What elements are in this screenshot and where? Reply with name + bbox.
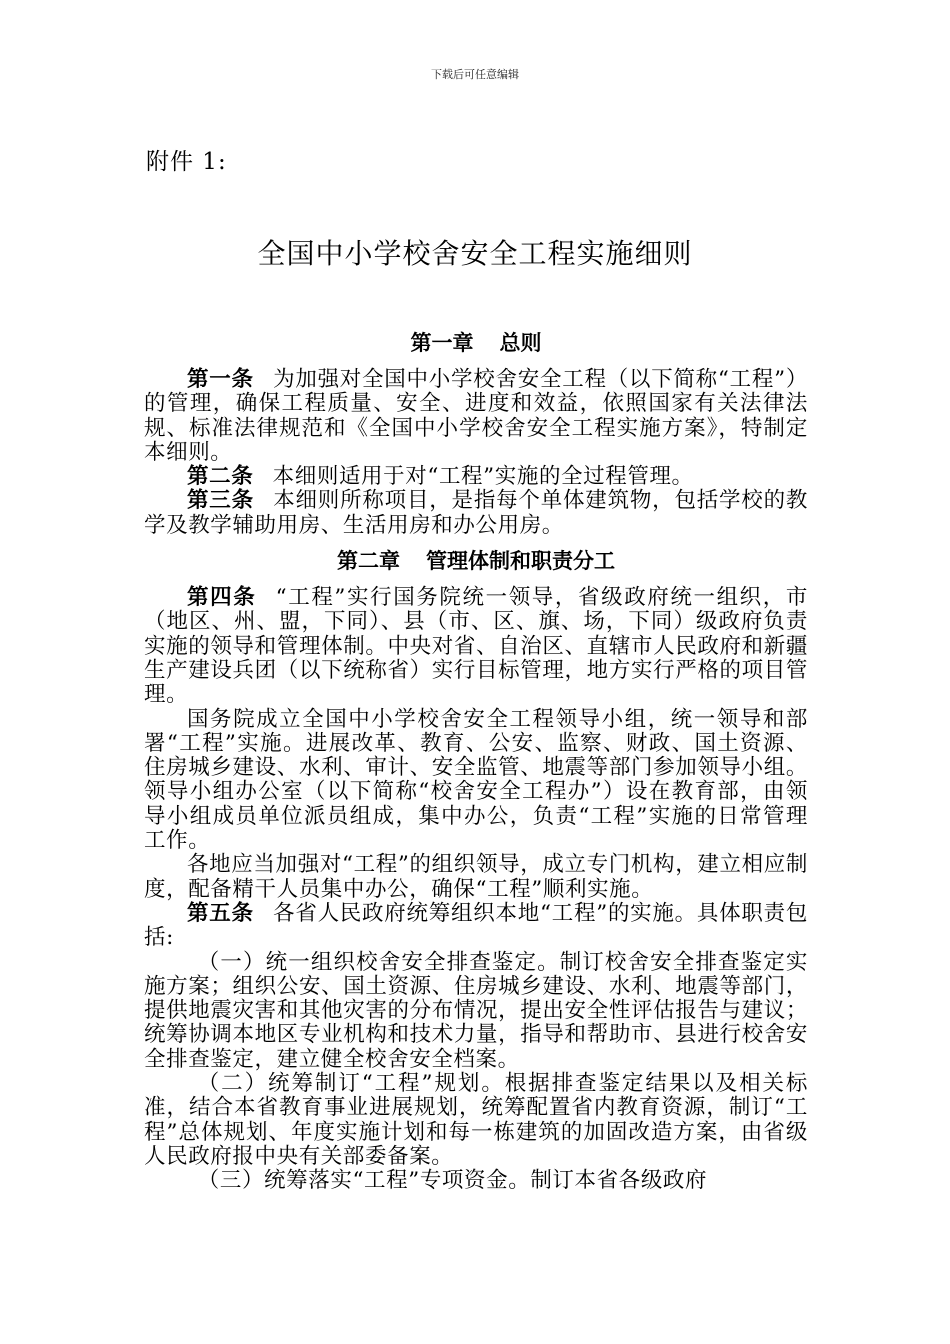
paragraph-text: 本细则适用于对“工程”实施的全过程管理。 xyxy=(272,464,694,490)
list-paragraph xyxy=(144,951,808,1072)
document-title: 全国中小学校舍安全工程实施细则 xyxy=(257,237,693,270)
body-paragraph xyxy=(144,853,808,902)
paragraph-text: 为加强对全国中小学校舍安全工程（以下简称“工程”）的管理，确保工程质量、安全、进度和效益，依照国家有关法律法规、标准法律规范和《全国中小学校舍安全工程实施方案》，特制定本细则。 xyxy=(144,367,808,465)
article-label: 第二条 xyxy=(187,464,254,490)
article-label: 第五条 xyxy=(187,900,254,926)
chapter-heading xyxy=(144,546,808,586)
paragraph-text: （二）统筹制订“工程”规划。根据排查鉴定结果以及相关标准，结合本省教育事业进展规划，统筹配置省内教育资源，制订“工程”总体规划、年度实施计划和每一栋建筑的加固改造方案，由省级人民政府报中央有关部委备案。 xyxy=(144,1071,808,1169)
chapter-number: 第二章 xyxy=(337,549,400,574)
chapter-name: 总则 xyxy=(499,331,542,355)
chapter-name: 管理体制和职责分工 xyxy=(426,549,615,574)
body-paragraph xyxy=(144,708,808,854)
paragraph-text: 本细则所称项目，是指每个单体建筑物，包括学校的教学及教学辅助用房、生活用房和办公用房。 xyxy=(144,488,808,538)
paragraph-text: 国务院成立全国中小学校舍安全工程领导小组，统一领导和部署“工程”实施。进展改革、教育、公安、监察、财政、国土资源、住房城乡建设、水利、审计、安全监管、地震等部门参加领导小组。领导小组办公室（以下简称“校舍安全工程办”）设在教育部，由领导小组成员单位派员组成，集中办公，负责“工程”实施的日常管理工作。 xyxy=(144,706,808,854)
paragraph-text: 各省人民政府统筹组织本地“工程”的实施。具体职责包括: xyxy=(144,900,808,951)
paragraph-text: “工程”实行国务院统一领导，省级政府统一组织，市（地区、州、盟，下同）、县（市、区、旗、场，下同）级政府负责实施的领导和管理体制。中央对省、自治区、直辖市人民政府和新疆生产建设兵团（以下统称省）实行目标管理，地方实行严格的项目管理。 xyxy=(144,585,808,708)
chapter-heading xyxy=(144,328,808,368)
article-label: 第三条 xyxy=(187,488,254,514)
header-note: 下载后可任意编辑 xyxy=(431,68,519,81)
article-paragraph xyxy=(144,586,808,707)
article-label: 第一条 xyxy=(187,367,254,392)
chapter-number: 第一章 xyxy=(410,331,474,355)
article-paragraph xyxy=(144,465,808,489)
paragraph-text: （一）统一组织校舍安全排查鉴定。制订校舍安全排查鉴定实施方案；组织公安、国土资源、住房城乡建设、水利、地震等部门，提供地震灾害和其他灾害的分布情况，提出安全性评估报告与建议；统筹协调本地区专业机构和技术力量，指导和帮助市、县进行校舍安全排查鉴定，建立健全校舍安全档案。 xyxy=(144,949,808,1072)
list-paragraph xyxy=(144,1169,808,1193)
document-body xyxy=(144,328,808,1194)
paragraph-text: 各地应当加强对“工程”的组织领导，成立专门机构，建立相应制度，配备精干人员集中办公，确保“工程”顺利实施。 xyxy=(144,852,808,902)
article-label: 第四条 xyxy=(187,585,257,611)
list-paragraph xyxy=(144,1072,808,1169)
article-paragraph xyxy=(144,902,808,951)
paragraph-text: （三）统筹落实“工程”专项资金。制订本省各级政府 xyxy=(197,1168,708,1194)
article-paragraph xyxy=(144,368,808,465)
attachment-label: 附件 1: xyxy=(146,149,227,175)
article-paragraph xyxy=(144,489,808,538)
